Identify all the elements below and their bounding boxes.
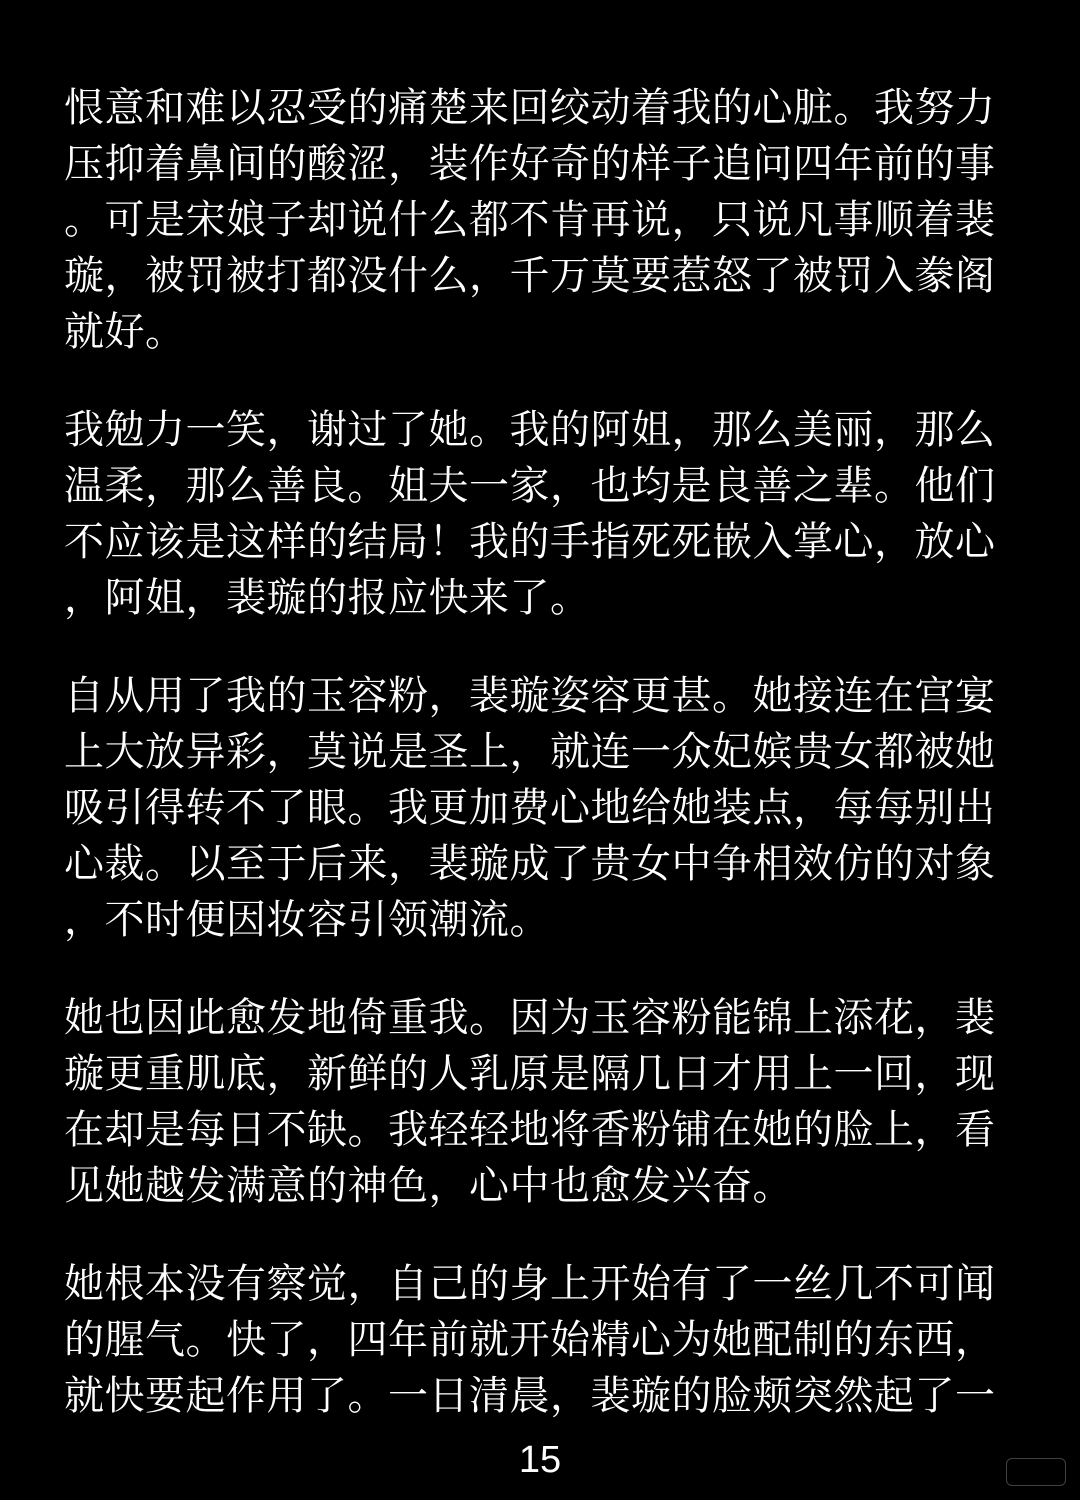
text-line: 心裁。以至于后来，裴璇成了贵女中争相效仿的对象 xyxy=(64,841,996,887)
text-line: 她根本没有察觉，自己的身上开始有了一丝几不可闻 xyxy=(64,1261,996,1307)
text-line: 。可是宋娘子却说什么都不肯再说，只说凡事顺着裴 xyxy=(64,197,996,243)
text-line: 压抑着鼻间的酸涩，装作好奇的样子追问四年前的事 xyxy=(64,141,996,187)
text-line: ，不时便因妆容引领潮流。 xyxy=(64,897,550,943)
text-line: 见她越发满意的神色，心中也愈发兴奋。 xyxy=(64,1163,793,1209)
paragraph xyxy=(64,80,1044,360)
text-line: 在却是每日不缺。我轻轻地将香粉铺在她的脸上，看 xyxy=(64,1107,996,1153)
text-line: 温柔，那么善良。姐夫一家，也均是良善之辈。他们 xyxy=(64,463,996,509)
text-line: 的腥气。快了，四年前就开始精心为她配制的东西， xyxy=(64,1317,996,1363)
text-line: 不应该是这样的结局！我的手指死死嵌入掌心，放心 xyxy=(64,519,996,565)
text-line: 上大放异彩，莫说是圣上，就连一众妃嫔贵女都被她 xyxy=(64,729,996,775)
text-line: 吸引得转不了眼。我更加费心地给她装点，每每别出 xyxy=(64,785,996,831)
paragraph xyxy=(64,990,1044,1214)
text-line: 就好。 xyxy=(64,309,186,355)
paragraph xyxy=(64,1256,1044,1424)
text-line: 就快要起作用了。一日清晨，裴璇的脸颊突然起了一 xyxy=(64,1373,996,1419)
paragraph xyxy=(64,668,1044,948)
text-line: 恨意和难以忍受的痛楚来回绞动着我的心脏。我努力 xyxy=(64,85,996,131)
text-line: 她也因此愈发地倚重我。因为玉容粉能锦上添花，裴 xyxy=(64,995,996,1041)
text-line: 我勉力一笑，谢过了她。我的阿姐，那么美丽，那么 xyxy=(64,407,996,453)
paragraph xyxy=(64,402,1044,626)
watermark-logo xyxy=(1006,1458,1066,1486)
text-line: 璇，被罚被打都没什么，千万莫要惹怒了被罚入豢阁 xyxy=(64,253,996,299)
text-line: 自从用了我的玉容粉，裴璇姿容更甚。她接连在宫宴 xyxy=(64,673,996,719)
text-line: ，阿姐，裴璇的报应快来了。 xyxy=(64,575,591,621)
text-line: 璇更重肌底，新鲜的人乳原是隔几日才用上一回，现 xyxy=(64,1051,996,1097)
story-text xyxy=(64,80,1044,1466)
page-number: 15 xyxy=(518,1439,562,1481)
